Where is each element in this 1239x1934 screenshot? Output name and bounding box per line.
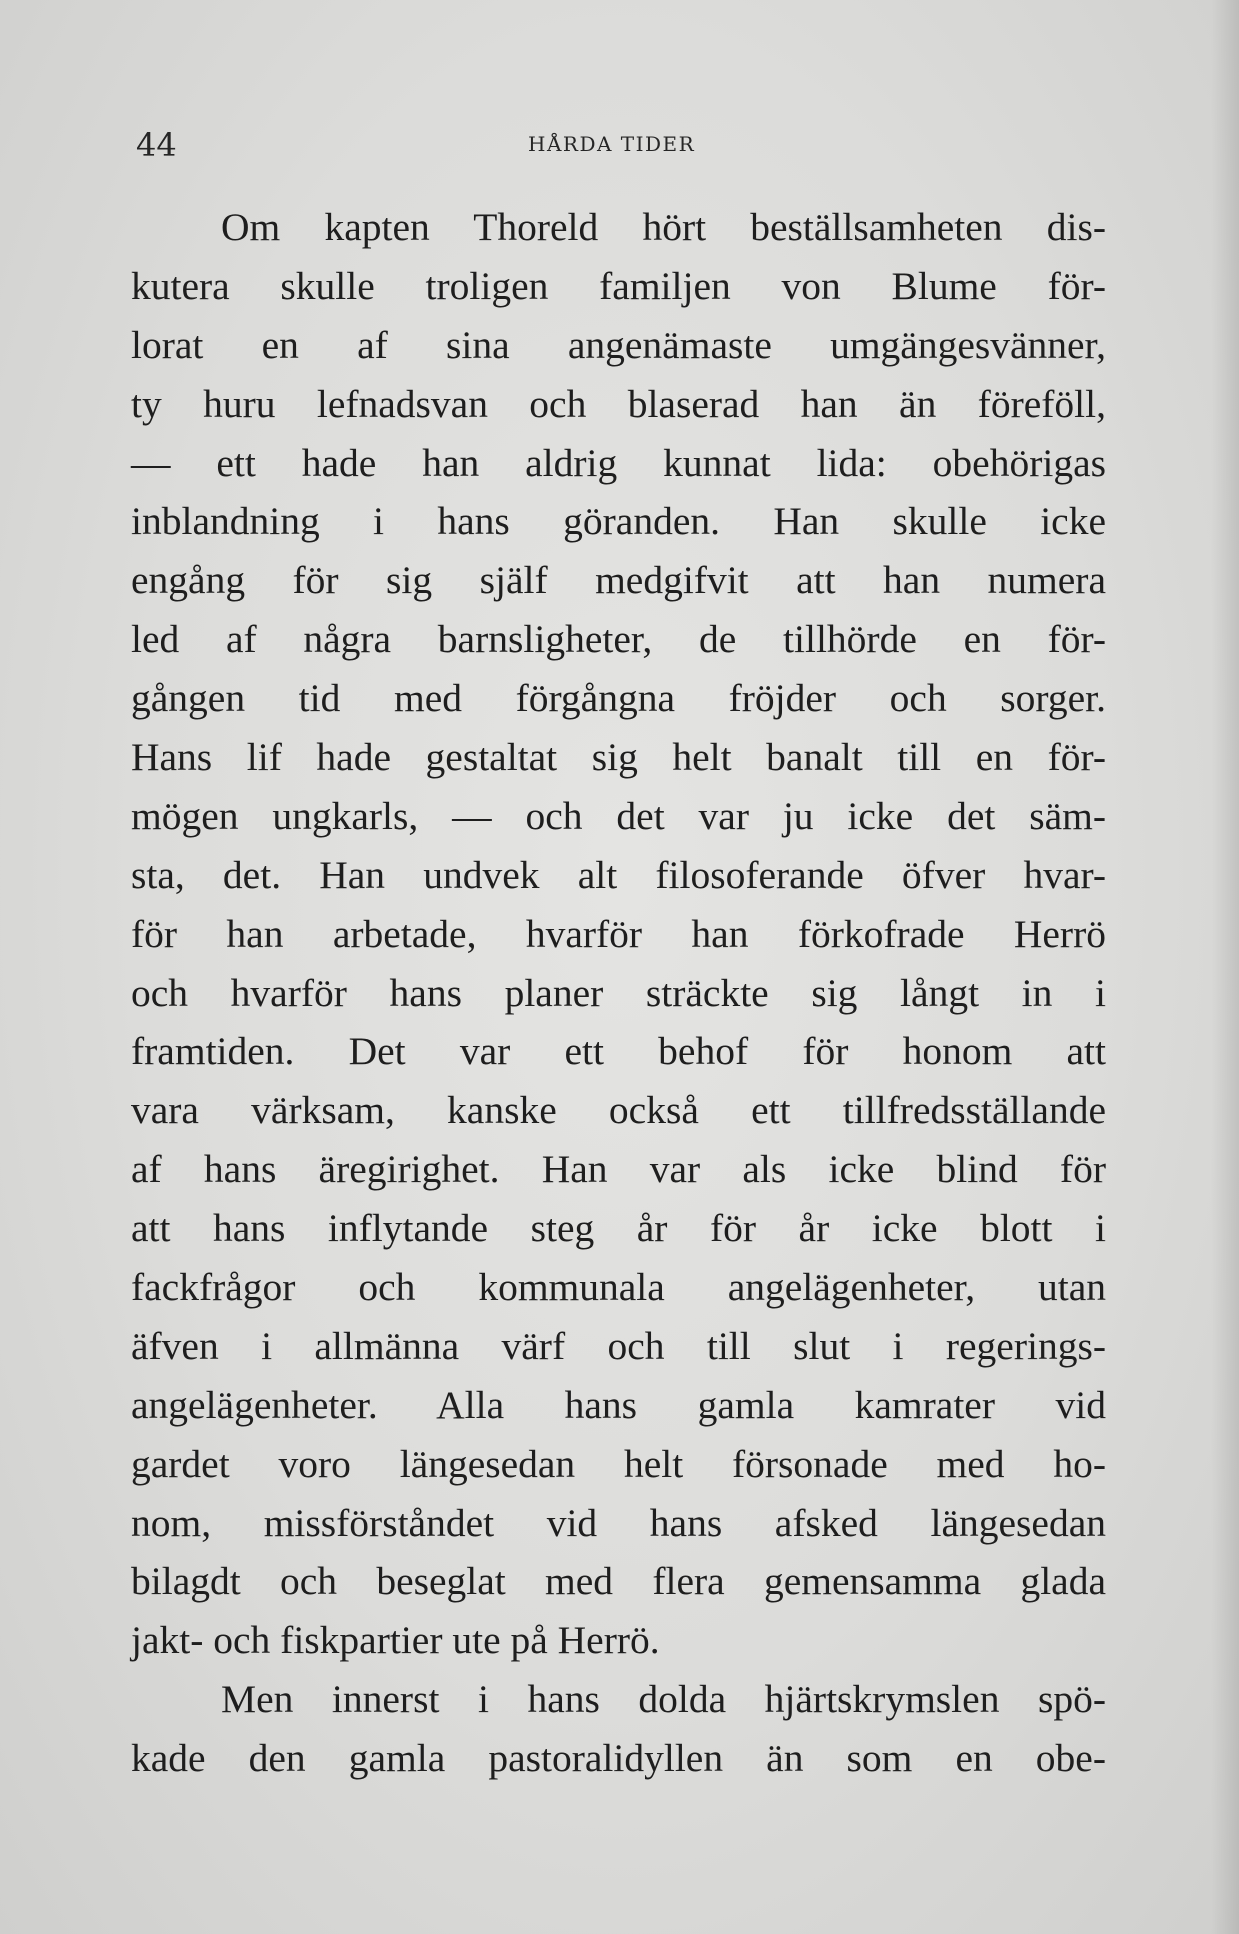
text-line: af hans äregirighet. Han var als icke blind för [131,1147,1106,1192]
running-title: HÅRDA TIDER [528,132,696,156]
text-line: jakt- och fiskpartier ute på Herrö. [131,1618,660,1663]
text-line: sta, det. Han undvek alt filosoferande öfver hvar- [131,852,1106,897]
text-line: gången tid med förgångna fröjder och sorger. [131,676,1106,721]
text-line: — ett hade han aldrig kunnat lida: obehörigas [131,440,1106,485]
text-line: vara värksam, kanske också ett tillfredsställande [131,1088,1106,1133]
text-line: bilagdt och beseglat med flera gemensamma glada [131,1559,1106,1604]
text-line: Om kapten Thoreld hört beställsamheten dis- [221,205,1106,249]
paragraph-2 [131,1670,1106,1788]
text-line: Men innerst i hans dolda hjärtskrymslen spö- [221,1677,1106,1722]
text-line: engång för sig själf medgifvit att han numera [131,558,1106,603]
paragraph-1 [131,198,1106,1670]
text-line: mögen ungkarls, — och det var ju icke det säm- [131,793,1106,838]
text-line: nom, missförståndet vid hans afsked längesedan [131,1500,1106,1545]
text-line: fackfrågor och kommunala angelägenheter, utan [131,1265,1106,1310]
page-edge-shadow [1211,0,1239,1934]
page-number: 44 [136,126,177,164]
text-line: angelägenheter. Alla hans gamla kamrater vid [131,1382,1106,1427]
text-line: kade den gamla pastoralidyllen än som en obe- [131,1736,1106,1781]
body-text [131,198,1106,1788]
text-line: kutera skulle troligen familjen von Blume för- [131,263,1106,308]
text-line: att hans inflytande steg år för år icke blott i [131,1206,1106,1251]
text-line: framtiden. Det var ett behof för honom att [131,1029,1106,1074]
text-line: för han arbetade, hvarför han förkofrade Herrö [131,911,1106,956]
text-line: äfven i allmänna värf och till slut i regerings- [131,1323,1106,1368]
text-line: inblandning i hans göranden. Han skulle icke [131,499,1106,544]
text-line: och hvarför hans planer sträckte sig långt in i [131,970,1106,1015]
text-line: ty huru lefnadsvan och blaserad han än föreföll, [131,381,1106,426]
text-line: gardet voro längesedan helt försonade med ho- [131,1441,1106,1486]
page-header [0,118,1239,168]
text-line: lorat en af sina angenämaste umgängesvänner, [131,322,1106,367]
text-line: led af några barnsligheter, de tillhörde en för- [131,617,1106,662]
text-line: Hans lif hade gestaltat sig helt banalt till en för- [131,735,1106,780]
